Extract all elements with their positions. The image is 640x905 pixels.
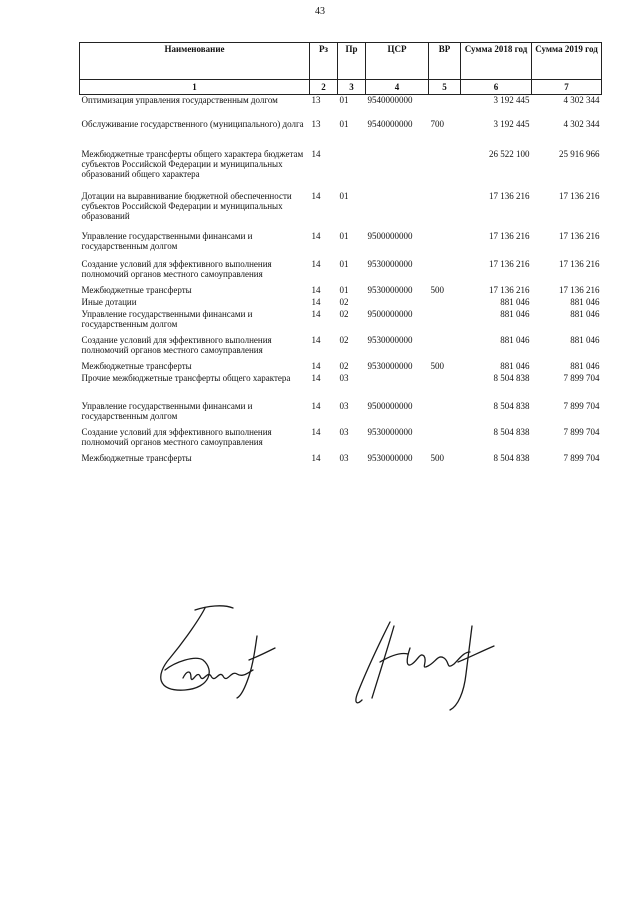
header-vr: ВР — [429, 43, 461, 80]
row-sum-2019: 7 899 704 — [563, 372, 600, 383]
header-rz: Рз — [310, 43, 338, 80]
row-csr — [366, 149, 429, 191]
row-sum-2018: 17 136 216 — [489, 284, 530, 295]
row-name: Создание условий для эффективного выполнения полномочий органов местного самоуправления — [81, 258, 272, 279]
row-pr: 01 — [339, 230, 349, 241]
row-csr: 9530000000 — [367, 334, 413, 345]
row-sum-2018: 881 046 — [500, 334, 530, 345]
row-rz: 14 — [311, 426, 321, 437]
table-row — [80, 149, 602, 191]
header-pr: Пр — [338, 43, 366, 80]
row-pr: 01 — [339, 284, 349, 295]
page-number: 43 — [315, 6, 325, 17]
column-number: 5 — [429, 80, 461, 95]
row-csr: 9530000000 — [367, 284, 413, 295]
row-csr: 9530000000 — [367, 452, 413, 463]
row-name: Межбюджетные трансферты — [81, 452, 192, 463]
row-rz: 14 — [311, 190, 321, 201]
row-pr: 03 — [339, 372, 349, 383]
row-rz: 14 — [311, 258, 321, 269]
row-vr — [429, 259, 461, 285]
row-vr — [429, 149, 461, 191]
row-csr: 9500000000 — [367, 400, 413, 411]
row-sum-2019: 4 302 344 — [563, 95, 600, 105]
row-sum-2019: 17 136 216 — [559, 284, 600, 295]
table-row — [80, 191, 602, 231]
row-csr: 9500000000 — [367, 230, 413, 241]
row-sum-2019: 7 899 704 — [563, 426, 600, 437]
signature-left — [145, 600, 295, 700]
row-rz: 14 — [311, 360, 321, 371]
table-row — [80, 285, 602, 297]
row-name: Межбюджетные трансферты — [81, 360, 192, 371]
row-csr: 9540000000 — [367, 118, 413, 129]
row-csr — [366, 191, 429, 231]
row-rz: 13 — [311, 95, 321, 105]
row-sum-2018: 17 136 216 — [489, 190, 530, 201]
header-name: Наименование — [80, 43, 310, 80]
table-row — [80, 401, 602, 427]
row-rz: 14 — [311, 372, 321, 383]
row-csr: 9540000000 — [367, 95, 413, 105]
row-vr — [429, 309, 461, 335]
row-name: Оптимизация управления государственным долгом — [81, 95, 278, 105]
row-pr: 01 — [339, 95, 349, 105]
row-sum-2018: 17 136 216 — [489, 230, 530, 241]
row-csr: 9530000000 — [367, 258, 413, 269]
signature-right — [350, 612, 510, 712]
row-sum-2019: 17 136 216 — [559, 230, 600, 241]
row-sum-2018: 26 522 100 — [489, 148, 530, 159]
column-number: 4 — [366, 80, 429, 95]
column-number: 7 — [532, 80, 602, 95]
row-pr: 02 — [339, 308, 349, 319]
row-name: Обслуживание государственного (муниципального) долга — [81, 118, 304, 129]
row-sum-2018: 881 046 — [500, 296, 530, 307]
row-vr — [429, 373, 461, 401]
row-name: Межбюджетные трансферты общего характера бюджетам субъектов Российской Федерации и муниципальных образований общего характера — [81, 148, 304, 180]
row-sum-2018: 3 192 445 — [493, 118, 530, 129]
row-name: Создание условий для эффективного выполнения полномочий органов местного самоуправления — [81, 426, 272, 447]
row-sum-2019: 881 046 — [570, 334, 600, 345]
row-pr: 02 — [339, 334, 349, 345]
table-row — [80, 95, 602, 119]
table-row — [80, 335, 602, 361]
row-sum-2018: 3 192 445 — [493, 95, 530, 105]
row-sum-2019: 4 302 344 — [563, 118, 600, 129]
row-pr: 03 — [339, 452, 349, 463]
table-row — [80, 119, 602, 149]
row-name: Управление государственными финансами и государственным долгом — [81, 230, 253, 251]
row-pr: 01 — [339, 258, 349, 269]
row-rz: 14 — [311, 308, 321, 319]
row-name: Дотации на выравнивание бюджетной обеспеченности субъектов Российской Федерации и муниципальных образований — [81, 190, 292, 222]
column-number: 1 — [80, 80, 310, 95]
table-row — [80, 309, 602, 335]
row-sum-2018: 8 504 838 — [493, 400, 530, 411]
column-number: 6 — [461, 80, 532, 95]
table-row — [80, 453, 602, 465]
table-row — [80, 297, 602, 309]
row-vr — [429, 95, 461, 119]
table-row — [80, 231, 602, 259]
row-sum-2019: 7 899 704 — [563, 400, 600, 411]
header-sum-2018: Сумма 2018 год — [461, 43, 532, 80]
row-vr — [429, 401, 461, 427]
row-sum-2019: 17 136 216 — [559, 190, 600, 201]
row-csr — [366, 297, 429, 309]
row-rz: 14 — [311, 452, 321, 463]
budget-table — [79, 42, 602, 465]
column-number: 3 — [338, 80, 366, 95]
row-rz: 14 — [311, 230, 321, 241]
table-row — [80, 361, 602, 373]
column-number: 2 — [310, 80, 338, 95]
row-name: Управление государственными финансами и государственным долгом — [81, 400, 253, 421]
row-rz: 14 — [311, 148, 321, 159]
row-name: Прочие межбюджетные трансферты общего характера — [81, 372, 291, 383]
row-vr — [429, 427, 461, 453]
row-sum-2019: 881 046 — [570, 360, 600, 371]
row-vr: 500 — [430, 284, 444, 295]
row-sum-2018: 8 504 838 — [493, 452, 530, 463]
row-name: Создание условий для эффективного выполнения полномочий органов местного самоуправления — [81, 334, 272, 355]
row-name: Иные дотации — [81, 296, 137, 307]
row-rz: 14 — [311, 296, 321, 307]
row-sum-2018: 881 046 — [500, 308, 530, 319]
row-sum-2019: 881 046 — [570, 308, 600, 319]
row-pr: 02 — [339, 296, 349, 307]
row-sum-2018: 8 504 838 — [493, 426, 530, 437]
row-sum-2019: 7 899 704 — [563, 452, 600, 463]
row-pr — [338, 149, 366, 191]
row-csr — [366, 373, 429, 401]
row-vr — [429, 191, 461, 231]
row-rz: 14 — [311, 334, 321, 345]
row-sum-2019: 881 046 — [570, 296, 600, 307]
table-row — [80, 373, 602, 401]
budget-table-body — [80, 95, 602, 465]
row-csr: 9530000000 — [367, 426, 413, 437]
row-sum-2019: 17 136 216 — [559, 258, 600, 269]
row-pr: 01 — [339, 118, 349, 129]
row-vr: 500 — [430, 360, 444, 371]
row-vr — [429, 335, 461, 361]
table-row — [80, 259, 602, 285]
table-row — [80, 427, 602, 453]
row-pr: 02 — [339, 360, 349, 371]
row-pr: 01 — [339, 190, 349, 201]
row-csr: 9500000000 — [367, 308, 413, 319]
column-number-row — [80, 80, 602, 95]
row-vr — [429, 231, 461, 259]
row-vr — [429, 297, 461, 309]
row-name: Управление государственными финансами и государственным долгом — [81, 308, 253, 329]
row-rz: 13 — [311, 118, 321, 129]
header-sum-2019: Сумма 2019 год — [532, 43, 602, 80]
row-vr: 700 — [430, 118, 444, 129]
row-vr: 500 — [430, 452, 444, 463]
row-name: Межбюджетные трансферты — [81, 284, 192, 295]
row-sum-2018: 17 136 216 — [489, 258, 530, 269]
header-row — [80, 43, 602, 80]
row-pr: 03 — [339, 400, 349, 411]
row-sum-2018: 8 504 838 — [493, 372, 530, 383]
row-rz: 14 — [311, 284, 321, 295]
header-csr: ЦСР — [366, 43, 429, 80]
row-sum-2018: 881 046 — [500, 360, 530, 371]
row-pr: 03 — [339, 426, 349, 437]
row-sum-2019: 25 916 966 — [559, 148, 600, 159]
row-csr: 9530000000 — [367, 360, 413, 371]
row-rz: 14 — [311, 400, 321, 411]
